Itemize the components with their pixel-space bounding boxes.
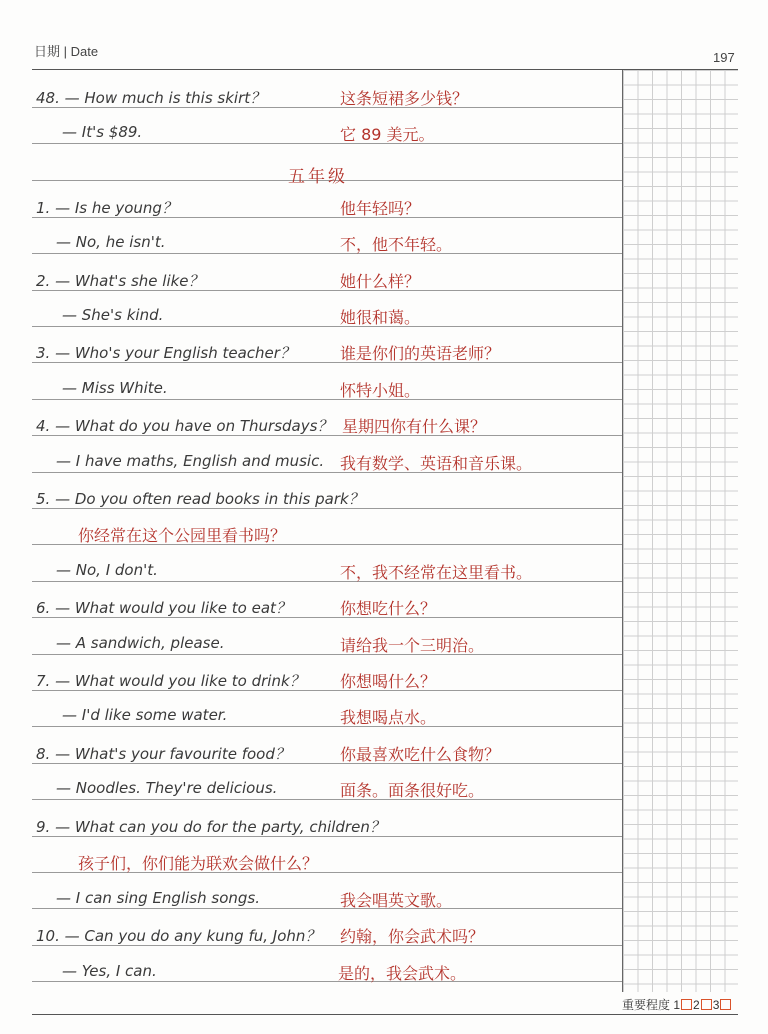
ruled-line <box>32 326 622 327</box>
chinese-line: 孩子们，你们能为联欢会做什么？ <box>78 854 319 873</box>
english-line: 10. — Can you do any kung fu, John？ <box>36 927 321 945</box>
importance-level-3: 3 <box>712 998 720 1012</box>
chinese-line: 面条。面条很好吃。 <box>340 781 485 800</box>
ruled-line <box>32 581 622 582</box>
ruled-line <box>32 908 622 909</box>
chinese-line: 怀特小姐。 <box>340 381 421 400</box>
section-title: 五年级 <box>288 167 348 187</box>
chinese-line: 不，我不经常在这里看书。 <box>340 563 533 582</box>
chinese-line: 你想喝什么？ <box>340 672 437 691</box>
chinese-line: 你经常在这个公园里看书吗？ <box>78 526 287 545</box>
english-line: — It's $89. <box>62 123 143 141</box>
ruled-line <box>32 472 622 473</box>
english-line: 6. — What would you like to eat？ <box>36 599 291 617</box>
english-line: — I'd like some water. <box>62 706 228 724</box>
chinese-line: 我想喝点水。 <box>340 708 437 727</box>
english-line: 1. — Is he young？ <box>36 199 177 217</box>
chinese-line: 你想吃什么？ <box>340 599 437 618</box>
chinese-line: 星期四你有什么课？ <box>342 417 487 436</box>
english-line: — Noodles. They're delicious. <box>56 779 278 797</box>
chinese-line: 谁是你们的英语老师？ <box>340 344 501 363</box>
checkbox-icon[interactable] <box>681 999 692 1010</box>
english-line: — No, I don't. <box>56 561 158 579</box>
ruled-line <box>32 399 622 400</box>
importance-level-1: 1 <box>673 998 681 1012</box>
chinese-line: 我有数学、英语和音乐课。 <box>340 454 533 473</box>
english-line: 5. — Do you often read books in this park？ <box>36 490 364 508</box>
english-line: 7. — What would you like to drink？ <box>36 672 305 690</box>
english-line: — Yes, I can. <box>62 962 157 980</box>
ruled-line <box>32 654 622 655</box>
english-line: 48. — How much is this skirt？ <box>36 89 266 107</box>
english-line: 8. — What's your favourite food？ <box>36 745 290 763</box>
chinese-line: 请给我一个三明治。 <box>340 636 485 655</box>
chinese-line: 她什么样？ <box>340 272 421 291</box>
english-line: 2. — What's she like？ <box>36 272 204 290</box>
english-line: 4. — What do you have on Thursdays？ <box>36 417 333 435</box>
english-line: 9. — What can you do for the party, children？ <box>36 818 385 836</box>
chinese-line: 你最喜欢吃什么食物？ <box>340 745 501 764</box>
chinese-line: 他年轻吗？ <box>340 199 421 218</box>
date-label: 日期 | Date <box>34 44 99 59</box>
english-line: — Miss White. <box>62 379 168 397</box>
importance-label: 重要程度 <box>622 998 671 1012</box>
english-line: — I have maths, English and music. <box>56 452 325 470</box>
ruled-line <box>32 799 622 800</box>
chinese-line: 不，他不年轻。 <box>340 235 453 254</box>
english-line: 3. — Who's your English teacher？ <box>36 344 295 362</box>
english-line: — I can sing English songs. <box>56 889 260 907</box>
chinese-line: 它 89 美元。 <box>340 125 435 144</box>
importance-level-2: 2 <box>693 998 700 1012</box>
chinese-line: 约翰，你会武术吗？ <box>340 927 485 946</box>
page-number: 197 <box>713 50 735 65</box>
checkbox-icon[interactable] <box>701 999 712 1010</box>
checkbox-icon[interactable] <box>720 999 731 1010</box>
english-line: — No, he isn't. <box>56 233 166 251</box>
grid-margin <box>622 70 738 992</box>
english-line: — A sandwich, please. <box>56 634 225 652</box>
chinese-line: 我会唱英文歌。 <box>340 891 453 910</box>
ruled-line <box>32 981 622 982</box>
importance-rating <box>622 996 732 1013</box>
chinese-line: 她很和蔼。 <box>340 308 421 327</box>
chinese-line: 是的，我会武术。 <box>338 964 467 983</box>
ruled-line <box>32 253 622 254</box>
english-line: — She's kind. <box>62 306 164 324</box>
chinese-line: 这条短裙多少钱？ <box>340 89 469 108</box>
bottom-rule <box>32 1014 738 1015</box>
ruled-line <box>32 726 622 727</box>
ruled-line <box>32 143 622 144</box>
